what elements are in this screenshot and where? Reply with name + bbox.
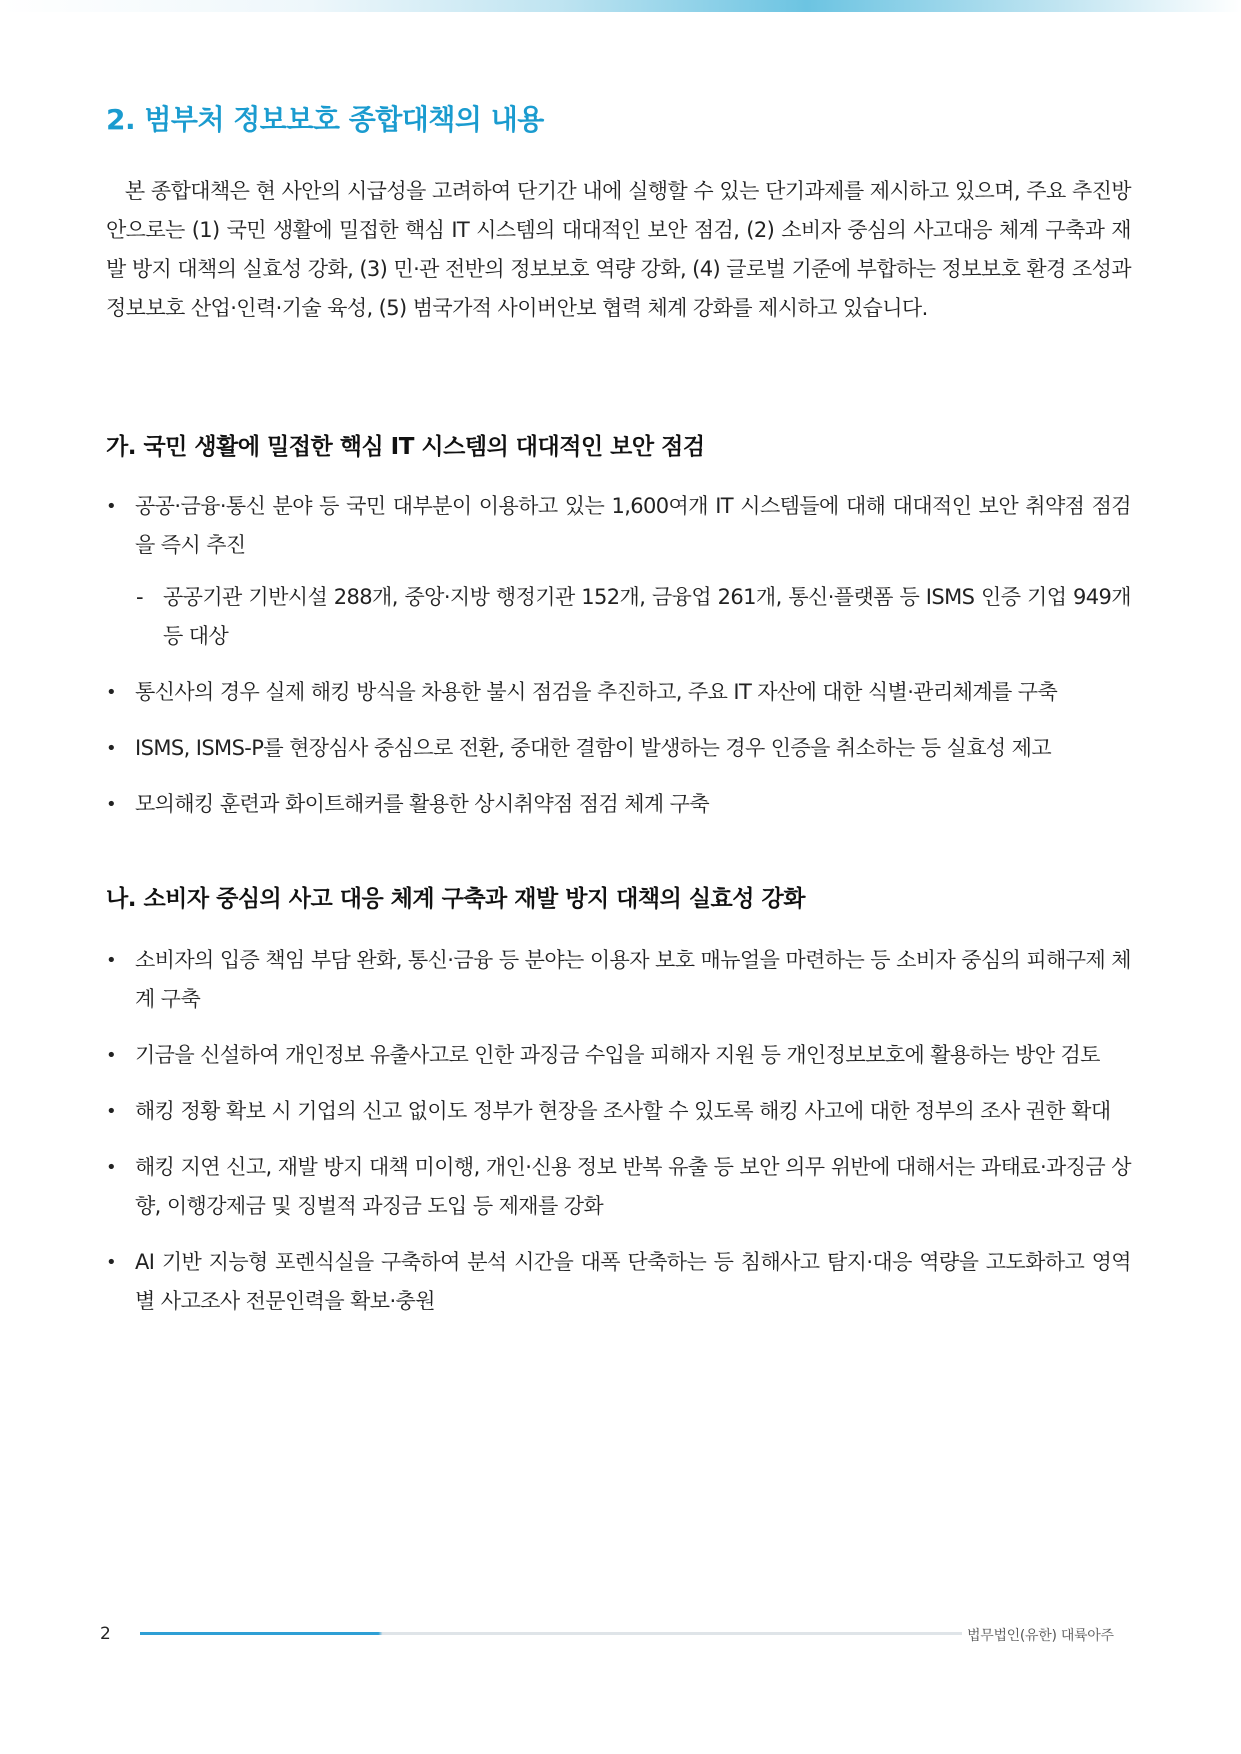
section-title: 2. 범부처 정보보호 종합대책의 내용 [106, 103, 544, 136]
list-item-text: 기금을 신설하여 개인정보 유출사고로 인한 과징금 수입을 피해자 지원 등 개인정보보호에 활용하는 방안 검토 [135, 1043, 1100, 1067]
subsection-a-list [106, 487, 1131, 841]
list-item-text: 공공·금융·통신 분야 등 국민 대부분이 이용하고 있는 1,600여개 IT 시스템들에 대해 대대적인 보안 취약점 점검을 즉시 추진 [135, 494, 1131, 557]
list-item [106, 941, 1131, 1019]
list-item-text: 모의해킹 훈련과 화이트해커를 활용한 상시취약점 점검 체계 구축 [135, 792, 710, 816]
bullet-icon: • [106, 794, 117, 815]
list-item-text: 통신사의 경우 실제 해킹 방식을 차용한 불시 점검을 추진하고, 주요 IT 자산에 대한 식별·관리체계를 구축 [135, 680, 1058, 704]
sub-list-item-text: 공공기관 기반시설 288개, 중앙·지방 행정기관 152개, 금융업 261개, 통신·플랫폼 등 ISMS 인증 기업 949개 등 대상 [163, 585, 1131, 648]
bullet-icon: • [106, 682, 117, 703]
subsection-a-title: 가. 국민 생활에 밀접한 핵심 IT 시스템의 대대적인 보안 점검 [106, 434, 705, 460]
bullet-icon: • [106, 738, 117, 759]
bullet-icon: • [106, 1101, 117, 1122]
list-item [106, 1243, 1131, 1321]
footer-brand: 법무법인(유한) 대륙아주 [967, 1628, 1114, 1644]
subsection-b-list [106, 941, 1131, 1338]
sub-list-item [106, 578, 1131, 656]
list-item-text: 해킹 지연 신고, 재발 방지 대책 미이행, 개인·신용 정보 반복 유출 등 보안 의무 위반에 대해서는 과태료·과징금 상향, 이행강제금 및 징벌적 과징금 도입 등 제재를 강화 [135, 1155, 1131, 1218]
list-item [106, 487, 1131, 565]
list-item-text: AI 기반 지능형 포렌식실을 구축하여 분석 시간을 대폭 단축하는 등 침해사고 탐지·대응 역량을 고도화하고 영역별 사고조사 전문인력을 확보·충원 [135, 1250, 1131, 1313]
bullet-icon: • [106, 1045, 117, 1066]
subsection-b-title: 나. 소비자 중심의 사고 대응 체계 구축과 재발 방지 대책의 실효성 강화 [106, 886, 805, 912]
dash-icon: - [136, 585, 143, 609]
list-item [106, 729, 1131, 768]
list-item [106, 1092, 1131, 1131]
intro-paragraph [106, 172, 1131, 328]
list-item [106, 673, 1131, 712]
list-item-text: 소비자의 입증 책임 부담 완화, 통신·금융 등 분야는 이용자 보호 매뉴얼을 마련하는 등 소비자 중심의 피해구제 체계 구축 [135, 948, 1131, 1011]
page-number: 2 [100, 1624, 111, 1644]
bullet-icon: • [106, 496, 117, 517]
bullet-icon: • [106, 1157, 117, 1178]
list-item [106, 1148, 1131, 1226]
bullet-icon: • [106, 1252, 117, 1273]
list-item [106, 785, 1131, 824]
list-item-text: 해킹 정황 확보 시 기업의 신고 없이도 정부가 현장을 조사할 수 있도록 해킹 사고에 대한 정부의 조사 권한 확대 [135, 1099, 1111, 1123]
list-item-text: ISMS, ISMS-P를 현장심사 중심으로 전환, 중대한 결함이 발생하는 경우 인증을 취소하는 등 실효성 제고 [135, 736, 1052, 760]
bullet-icon: • [106, 950, 117, 971]
footer-divider [140, 1632, 962, 1635]
top-gradient-bar [0, 0, 1241, 12]
intro-text: 본 종합대책은 현 사안의 시급성을 고려하여 단기간 내에 실행할 수 있는 단기과제를 제시하고 있으며, 주요 추진방안으로는 (1) 국민 생활에 밀접한 핵심 IT 시스템의 대대적인 보안 점검, (2) 소비자 중심의 사고대응 체계 구축과 재발 방지 대책의 실효성 강화, (3) 민·관 전반의 정보보호 역량 강화, (4) 글로벌 기준에 부합하는 정보보호 환경 조성과 정보보호 산업·인력·기술 육성, (5) 범국가적 사이버안보 협력 체계 강화를 제시하고 있습니다. [106, 179, 1131, 320]
list-item [106, 1036, 1131, 1075]
